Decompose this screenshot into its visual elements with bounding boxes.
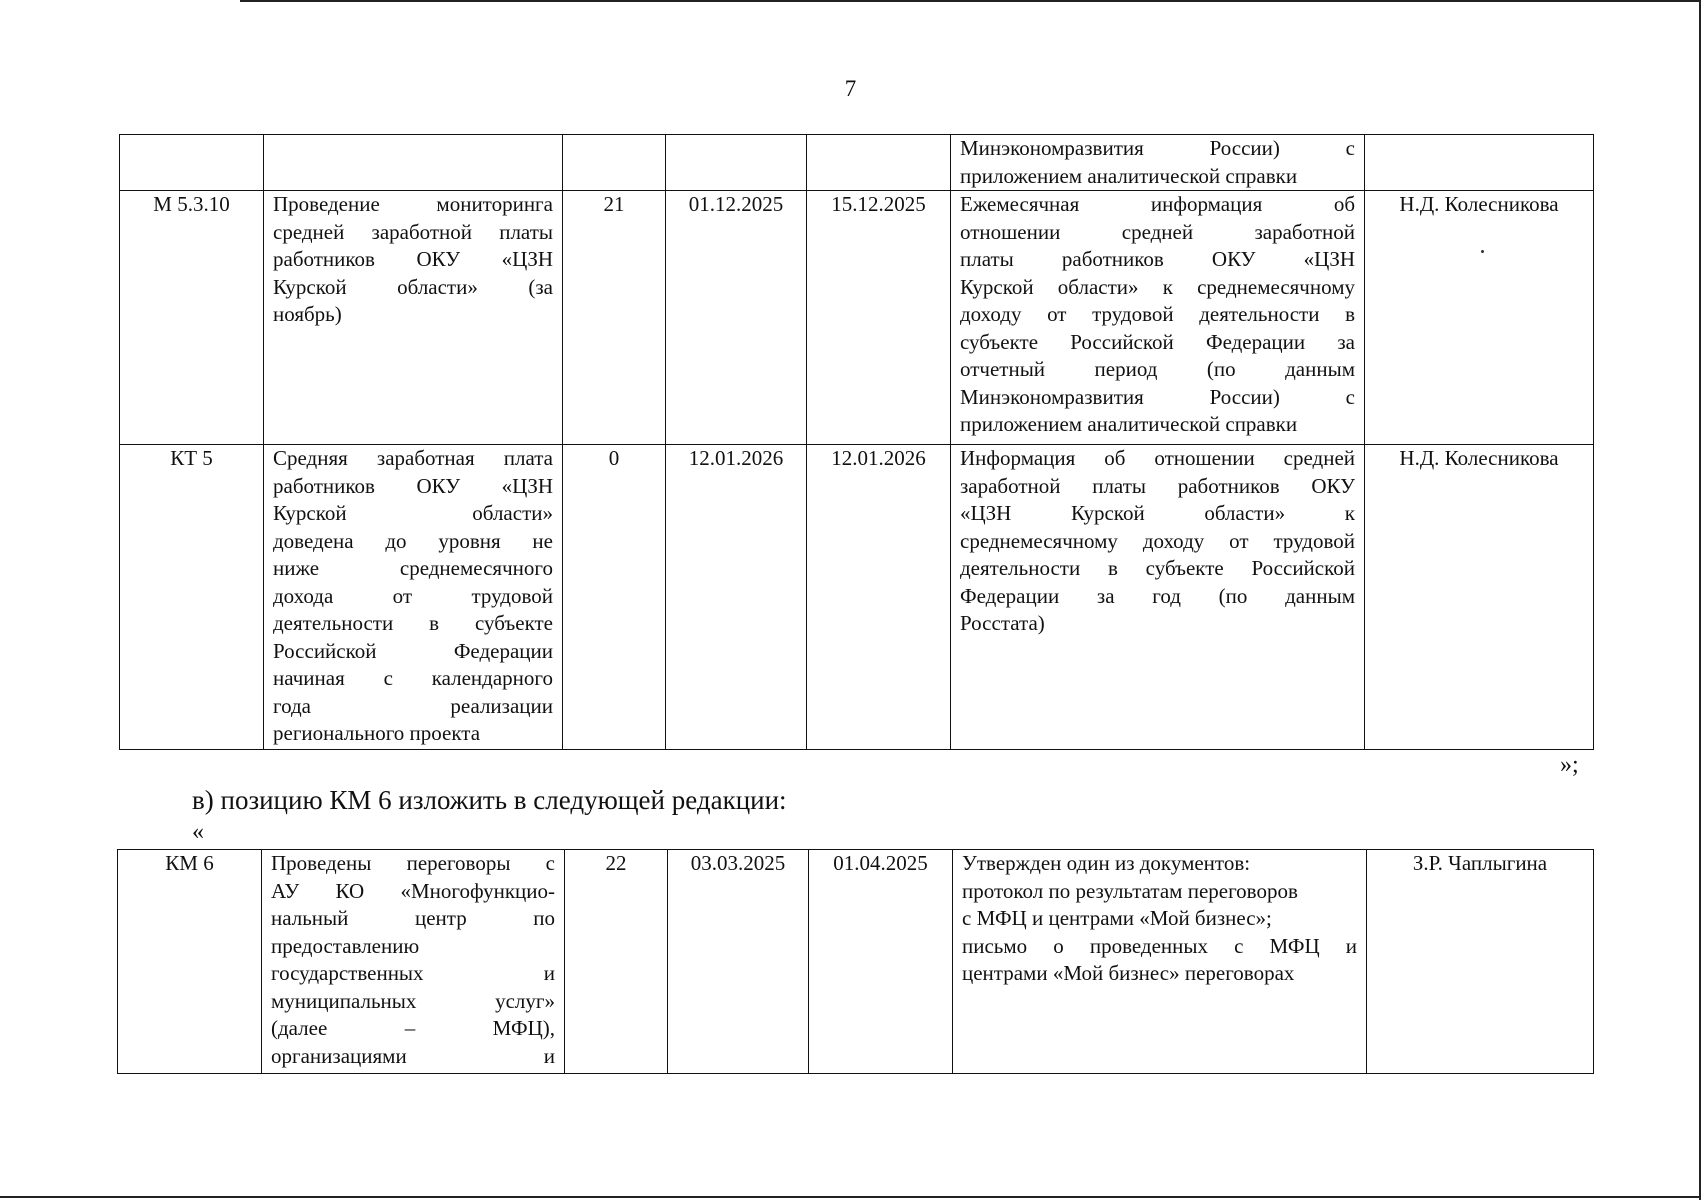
cell-text-line: работников ОКУ «ЦЗН — [273, 247, 553, 271]
name-cell — [264, 445, 563, 750]
name-cell — [262, 850, 565, 1074]
table-row — [118, 850, 1594, 1074]
cell-text-line: заработной платы работников ОКУ — [960, 473, 1355, 498]
start-date-cell: 03.03.2025 — [668, 850, 809, 1074]
cell-text-line: предоставлению — [271, 933, 420, 958]
cell-text-line: Росстата) — [960, 611, 1045, 635]
code-cell: КМ 6 — [118, 850, 262, 1074]
cell-text-line: деятельности в субъекте — [273, 611, 553, 635]
cell-text-line: Курской области» (за — [273, 274, 553, 299]
page-number: 7 — [844, 76, 857, 101]
code-cell — [120, 135, 264, 191]
responsible-cell: З.Р. Чаплыгина — [1367, 850, 1594, 1074]
duration-cell: 21 — [563, 191, 666, 445]
cell-text-line: Проведение мониторинга — [273, 192, 553, 216]
cell-text-line: нальный центр по — [271, 906, 555, 930]
cell-text-line: субъекте Российской Федерации за — [960, 329, 1355, 354]
cell-text-line: Проведены переговоры с — [271, 851, 555, 875]
cell-text-line: средней заработной платы — [273, 219, 553, 244]
cell-text-line: письмо о проведенных с МФЦ и — [962, 933, 1357, 958]
cell-text-line: Минэкономразвития России) с — [960, 384, 1355, 409]
cell-text-line: доходу от трудовой деятельности в — [960, 302, 1355, 326]
amendment-instruction: в) позицию КМ 6 изложить в следующей редакции: — [192, 785, 787, 815]
cell-text-line: АУ КО «Многофункцио- — [271, 878, 555, 903]
cell-text-line: ниже среднемесячного — [273, 556, 553, 580]
duration-cell: 22 — [565, 850, 668, 1074]
cell-text-line: государственных и — [271, 961, 555, 985]
cell-text-line: Информация об отношении средней — [960, 446, 1355, 470]
cell-text-line: Курской области» — [273, 501, 553, 525]
result-cell — [951, 191, 1365, 445]
cell-text-line: работников ОКУ «ЦЗН — [273, 473, 553, 498]
cell-text-line: организациями и — [271, 1043, 555, 1068]
stray-dot-mark — [1481, 250, 1484, 253]
cell-text-line: Минэкономразвития России) с — [960, 136, 1355, 160]
duration-cell — [563, 135, 666, 191]
name-cell — [264, 135, 563, 191]
result-cell — [951, 135, 1365, 191]
responsible-cell: Н.Д. Колесникова — [1365, 445, 1594, 750]
cell-text-line: доведена до уровня не — [273, 528, 553, 553]
cell-text-line: среднемесячному доходу от трудовой — [960, 528, 1355, 553]
schedule-table-continued — [119, 134, 1594, 750]
end-date-cell: 15.12.2025 — [807, 191, 951, 445]
code-cell: М 5.3.10 — [120, 191, 264, 445]
start-date-cell: 01.12.2025 — [666, 191, 807, 445]
cell-text-line: «ЦЗН Курской области» к — [960, 501, 1355, 525]
start-date-cell — [666, 135, 807, 191]
cell-text-line: отчетный период (по данным — [960, 357, 1355, 381]
cell-text-line: приложением аналитической справки — [960, 163, 1298, 188]
cell-text-line: дохода от трудовой — [273, 583, 553, 608]
start-date-cell: 12.01.2026 — [666, 445, 807, 750]
cell-text-line: (далее – МФЦ), — [271, 1016, 555, 1040]
cell-text-line: с МФЦ и центрами «Мой бизнес»; — [962, 906, 1272, 930]
cell-text-line: Средняя заработная плата — [273, 446, 553, 470]
scan-edge-bottom — [0, 1196, 1701, 1198]
table-row — [120, 445, 1594, 750]
result-cell — [951, 445, 1365, 750]
result-cell — [953, 850, 1367, 1074]
cell-text-line: платы работников ОКУ «ЦЗН — [960, 247, 1355, 271]
end-date-cell — [807, 135, 951, 191]
table-row — [120, 135, 1594, 191]
cell-text-line: протокол по результатам переговоров — [962, 878, 1298, 903]
opening-quote: « — [192, 819, 204, 845]
duration-cell: 0 — [563, 445, 666, 750]
responsible-cell: Н.Д. Колесникова — [1365, 191, 1594, 445]
code-cell: КТ 5 — [120, 445, 264, 750]
cell-text-line: регионального проекта — [273, 721, 481, 745]
table-row — [120, 191, 1594, 445]
cell-text-line: Курской области» к среднемесячному — [960, 274, 1355, 299]
name-cell — [264, 191, 563, 445]
cell-text-line: муниципальных услуг» — [271, 988, 555, 1013]
end-date-cell: 12.01.2026 — [807, 445, 951, 750]
responsible-cell — [1365, 135, 1594, 191]
cell-text-line: года реализации — [273, 693, 553, 718]
schedule-table-km6 — [117, 849, 1594, 1074]
cell-text-line: ноябрь) — [273, 302, 342, 326]
cell-text-line: Российской Федерации — [273, 638, 553, 663]
cell-text-line: деятельности в субъекте Российской — [960, 556, 1355, 580]
scan-edge-top — [240, 0, 1701, 2]
cell-text-line: Ежемесячная информация об — [960, 192, 1355, 216]
cell-text-line: приложением аналитической справки — [960, 412, 1298, 436]
end-date-cell: 01.04.2025 — [809, 850, 953, 1074]
cell-text-line: начиная с календарного — [273, 666, 553, 690]
cell-text-line: центрами «Мой бизнес» переговорах — [962, 961, 1295, 985]
cell-text-line: отношении средней заработной — [960, 219, 1355, 244]
closing-quote: »; — [1560, 752, 1579, 778]
cell-text-line: Утвержден один из документов: — [962, 851, 1251, 875]
cell-text-line: Федерации за год (по данным — [960, 583, 1355, 608]
